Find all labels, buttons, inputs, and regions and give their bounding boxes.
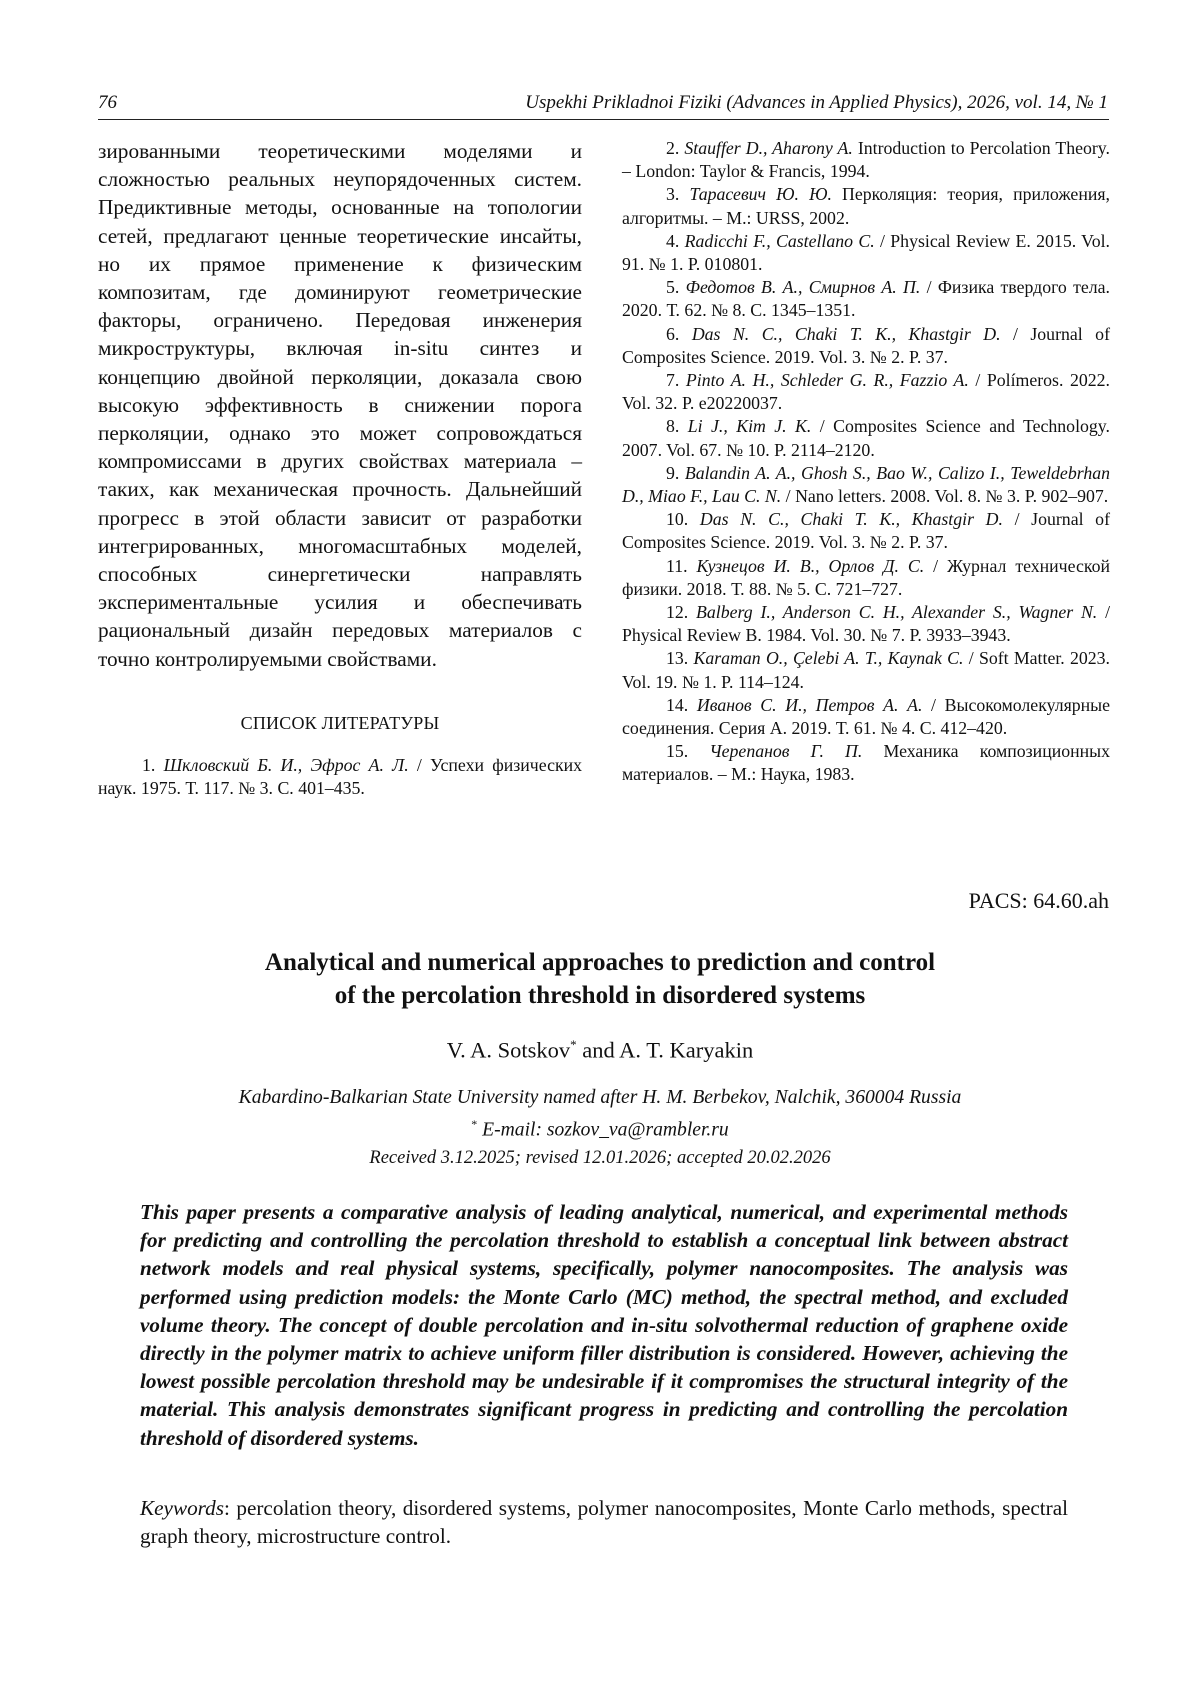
reference-2: 2. Stauffer D., Aharony A. Introduction to Percolation Theory. – London: Taylor & Francis, 1994. — [622, 138, 1110, 182]
reference-15: 15. Черепанов Г. П. Механика композиционных материалов. – М.: Наука, 1983. — [622, 741, 1110, 785]
keywords-label: Keywords — [140, 1496, 224, 1520]
keywords: Keywords: percolation theory, disordered systems, polymer nanocomposites, Monte Carlo methods, spectral graph theory, microstructure control. — [140, 1496, 1068, 1549]
reference-3: 3. Тарасевич Ю. Ю. Перколяция: теория, приложения, алгоритмы. – М.: URSS, 2002. — [622, 184, 1110, 228]
reference-9: 9. Balandin A. A., Ghosh S., Bao W., Calizo I., Teweldebrhan D., Miao F., Lau C. N. / Nano letters. 2008. Vol. 8. № 3. P. 902–907. — [622, 462, 1110, 507]
body-paragraph: зированными теоретическими моделями и сложностью реальных неупорядоченных систем. Предиктивные методы, основанные на топологии сетей, предлагают ценные теоретические инсайты, но их прямое применение к физическим композитам, где доминируют геометрические факторы, ограничено. Передовая инженерия микроструктуры, включая in-situ синтез и концепцию двойной перколяции, доказала свою высокую эффективность в снижении порога перколяции, однако это может сопровождаться компромиссами в других свойствах материала – таких, как механическая прочность. Дальнейший прогресс в этой области зависит от разработки интегрированных, многомасштабных моделей, способных синергетически направлять экспериментальные усилия и обеспечивать рациональный дизайн передовых материалов с точно контролируемыми свойствами. — [98, 139, 582, 671]
pacs-code: PACS: 64.60.ah — [968, 888, 1109, 913]
affiliation: Kabardino-Balkarian State University named after H. M. Berbekov, Nalchik, 360004 Russia — [238, 1087, 962, 1108]
affiliation-block — [100, 1085, 1100, 1144]
reference-10: 10. Das N. C., Chaki T. K., Khastgir D. / Journal of Composites Science. 2019. Vol. 3. № 2. P. 37. — [622, 509, 1110, 553]
email-line: * E-mail: sozkov_va@rambler.ru — [471, 1117, 729, 1141]
reference-1: 1. Шкловский Б. И., Эфрос А. Л. / Успехи физических наук. 1975. Т. 117. № 3. С. 401–435. — [98, 754, 583, 799]
reference-4: 4. Radicchi F., Castellano C. / Physical Review E. 2015. Vol. 91. № 1. P. 010801. — [622, 230, 1110, 275]
reference-5: 5. Федотов В. А., Смирнов А. П. / Физика твердого тела. 2020. Т. 62. № 8. С. 1345–1351. — [622, 277, 1111, 321]
article-title — [100, 946, 1100, 1012]
reference-14: 14. Иванов С. И., Петров А. А. / Высокомолекулярные соединения. Серия А. 2019. Т. 61. № 4. С. 412–420. — [622, 694, 1110, 739]
reference-8: 8. Li J., Kim J. K. / Composites Science and Technology. 2007. Vol. 67. № 10. P. 2114–2120. — [622, 416, 1110, 460]
left-column — [98, 137, 582, 800]
running-header — [98, 92, 1108, 116]
header-rule — [98, 119, 1109, 120]
title-line-2: of the percolation threshold in disordered systems — [334, 982, 866, 1009]
email: E-mail: sozkov_va@rambler.ru — [477, 1119, 729, 1141]
journal-title: Uspekhi Prikladnoi Fiziki (Advances in Applied Physics), 2026, vol. 14, № 1 — [525, 92, 1108, 113]
reference-13: 13. Karaman O., Çelebi A. T., Kaynak C. / Soft Matter. 2023. Vol. 19. № 1. P. 114–124. — [622, 648, 1110, 692]
abstract: This paper presents a comparative analysis of leading analytical, numerical, and experimental methods for predicting and controlling the percolation threshold to establish a conceptual link between abstract network models and real physical systems, specifically, polymer nanocomposites. The analysis was performed using prediction models: the Monte Carlo (MC) method, the spectral method, and excluded volume theory. The concept of double percolation and in-situ solvothermal reduction of graphene oxide directly in the polymer matrix to achieve uniform filler distribution is considered. However, achieving the lowest possible percolation threshold may be undesirable if it compromises the structural integrity of the material. This analysis demonstrates significant progress in predicting and controlling the percolation threshold of disordered systems. — [140, 1200, 1068, 1450]
title-line-1: Analytical and numerical approaches to prediction and control — [264, 949, 936, 976]
page-number: 76 — [98, 92, 117, 113]
references-title: СПИСОК ЛИТЕРАТУРЫ — [240, 712, 440, 733]
received-dates: Received 3.12.2025; revised 12.01.2026; accepted 20.02.2026 — [369, 1148, 831, 1168]
reference-7: 7. Pinto A. H., Schleder G. R., Fazzio A. / Polímeros. 2022. Vol. 32. P. e20220037. — [622, 370, 1110, 414]
authors: V. A. Sotskov* and A. T. Karyakin — [446, 1037, 754, 1063]
right-column — [622, 137, 1110, 787]
corresponding-mark: * — [570, 1037, 577, 1052]
reference-6: 6. Das N. C., Chaki T. K., Khastgir D. / Journal of Composites Science. 2019. Vol. 3. № 2. P. 37. — [622, 323, 1110, 367]
reference-12: 12. Balberg I., Anderson C. H., Alexander S., Wagner N. / Physical Review B. 1984. Vol. 30. № 7. P. 3933–3943. — [622, 602, 1111, 646]
reference-11: 11. Кузнецов И. В., Орлов Д. С. / Журнал технической физики. 2018. Т. 88. № 5. С. 721–727. — [622, 555, 1110, 599]
